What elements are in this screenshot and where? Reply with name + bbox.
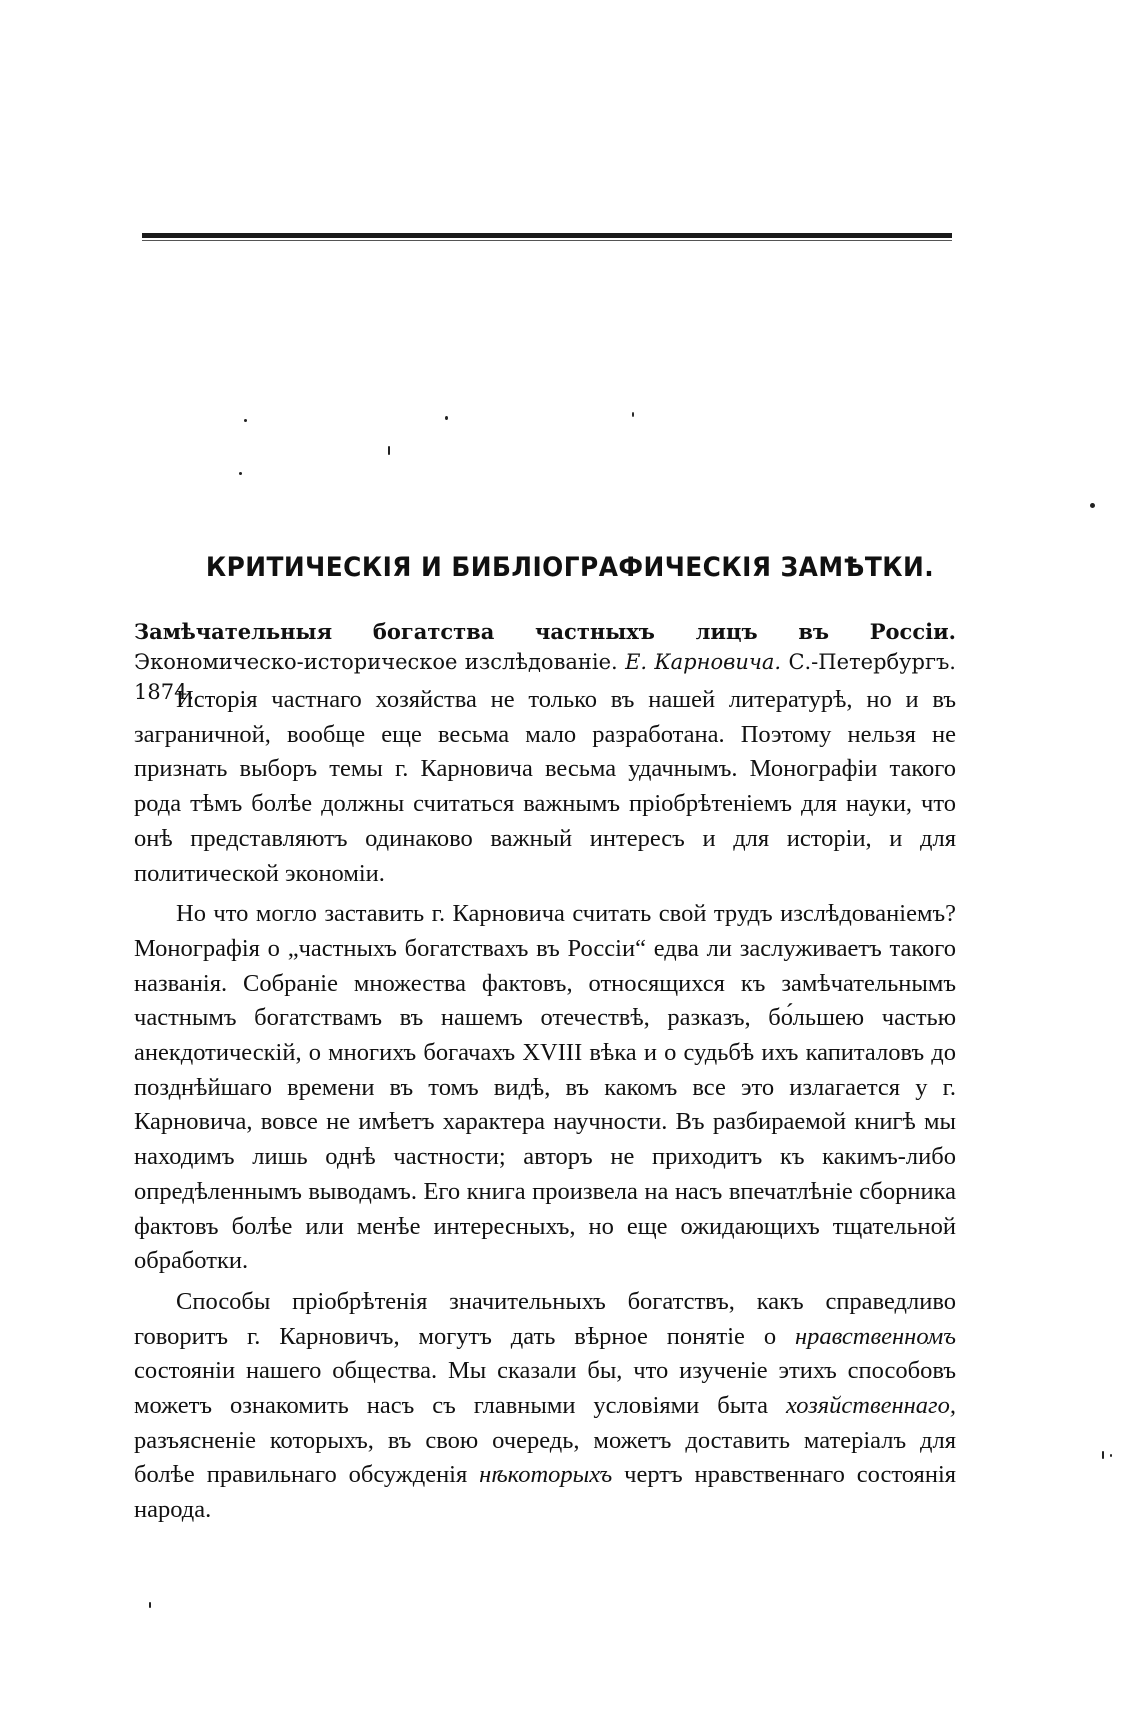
scan-speck xyxy=(244,419,247,422)
scan-speck xyxy=(1110,1454,1112,1457)
paragraph xyxy=(134,1285,956,1528)
top-rule xyxy=(142,233,952,238)
article-body xyxy=(134,683,956,1534)
scan-speck xyxy=(632,412,634,417)
scan-speck xyxy=(1102,1451,1104,1459)
emphasis-text: нравственномъ xyxy=(794,1322,956,1350)
top-rule-thin xyxy=(142,240,952,241)
paragraph-text: разъясненіе которыхъ, въ свою очередь, можетъ доставить матеріалъ для болѣе правильнаго обсужденія xyxy=(134,1426,956,1489)
paragraph-text: чертъ нравственнаго состоянія народа. xyxy=(134,1461,957,1524)
book-author: Е. Карновича. xyxy=(625,650,782,674)
paragraph-text: состояніи нашего общества. Мы сказали бы, что изученіе этихъ способовъ можетъ ознакомить насъ съ главными условіями быта xyxy=(134,1357,956,1420)
paragraph: Исторія частнаго хозяйства не только въ нашей литературѣ, но и въ заграничной, вообще еще весьма мало разработана. Поэтому нельзя не признать выборъ темы г. Карновича весьма удачнымъ. Монографіи такого рода тѣмъ болѣе должны считаться важнымъ пріобрѣтеніемъ для науки, что онѣ представляютъ одинаково важный интересъ и для исторіи, и для политической экономіи. xyxy=(134,686,956,887)
scan-speck xyxy=(149,1602,151,1608)
book-subtitle: Экономическо-историческое изслѣдованіе. xyxy=(134,650,618,674)
scan-speck xyxy=(388,446,390,455)
scan-speck xyxy=(445,416,448,420)
emphasis-text: хозяйственнаго, xyxy=(786,1392,956,1420)
scan-speck xyxy=(1090,503,1095,508)
paragraph: Но что могло заставить г. Карновича считать свой трудъ изслѣдованіемъ? Монографія о „частныхъ богатствахъ въ Россіи“ едва ли заслуживаетъ такого названія. Собраніе множества фактовъ, относящихся къ замѣчательнымъ частнымъ богатствамъ въ нашемъ отечествѣ, разказъ, бо́льшею частью анекдотическій, о многихъ богачахъ XVIII вѣка и о судьбѣ ихъ капиталовъ до позднѣйшаго времени въ томъ видѣ, въ какомъ все это излагается у г. Карновича, вовсе не имѣетъ характера научности. Въ разбираемой книгѣ мы находимъ лишь однѣ частности; авторъ не приходитъ къ какимъ-либо опредѣленнымъ выводамъ. Его книга произвела на насъ впечатлѣніе сборника фактовъ болѣе или менѣе интересныхъ, но еще ожидающихъ тщательной обработки. xyxy=(134,900,956,1275)
book-title: Замѣчательныя богатства частныхъ лицъ въ Россіи. xyxy=(134,619,956,644)
scan-speck xyxy=(239,472,242,475)
section-heading: КРИТИЧЕСКІЯ И БИБЛІОГРАФИЧЕСКІЯ ЗАМѢТКИ. xyxy=(205,552,935,583)
paragraph-text: Способы пріобрѣтенія значительныхъ богатствъ, какъ справедливо говоритъ г. Карновичъ, могутъ дать вѣрное понятіе о xyxy=(134,1287,956,1350)
emphasis-text: нѣкоторыхъ xyxy=(479,1461,613,1489)
book-imprint: С.-Петербургъ. 1874. xyxy=(134,650,956,704)
